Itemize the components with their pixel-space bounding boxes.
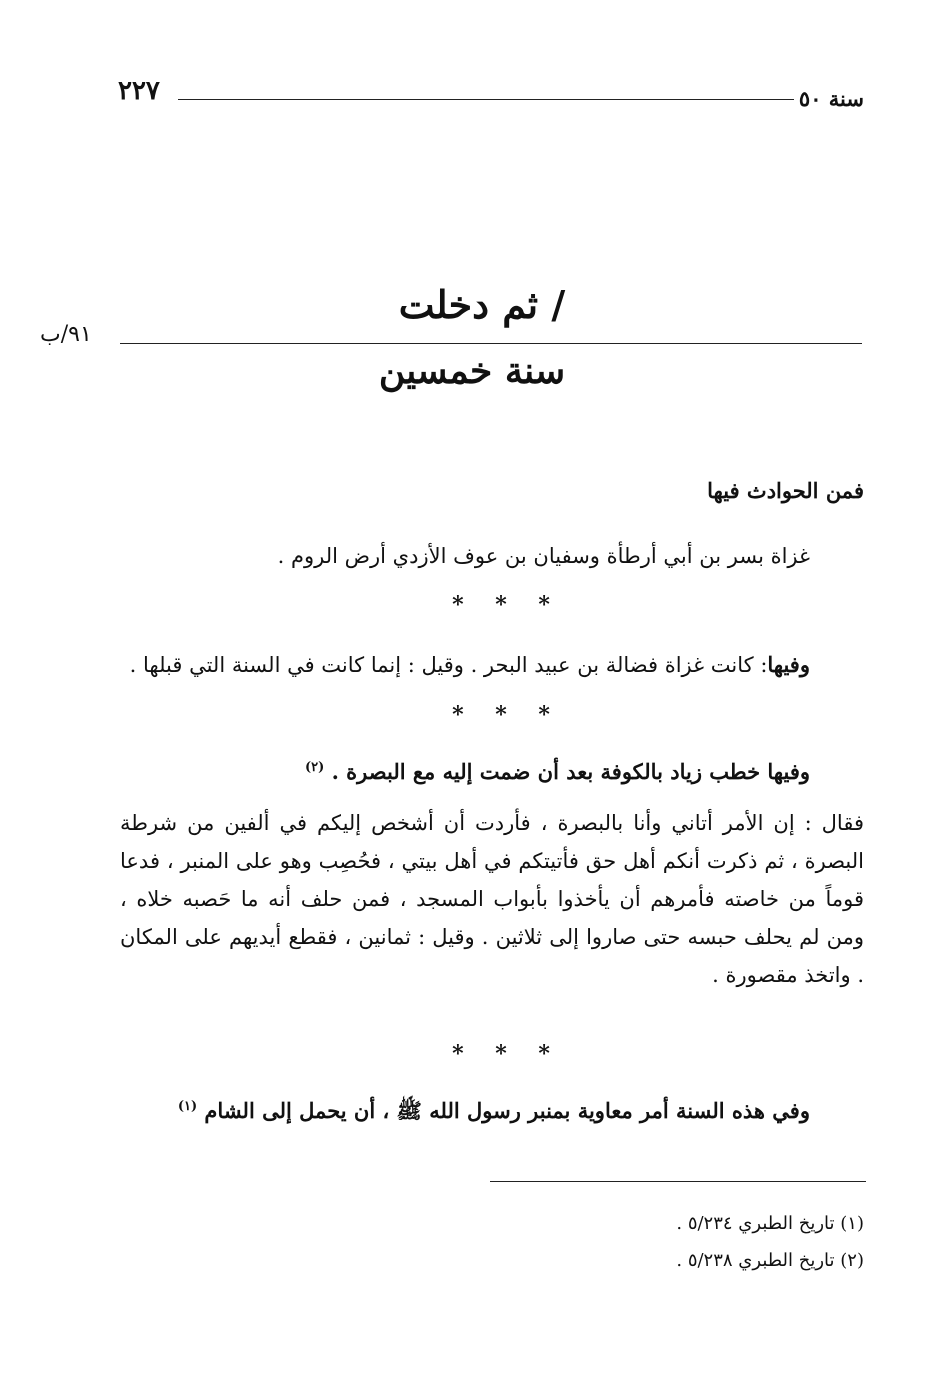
chapter-heading-line1: / ثم دخلت [398,282,566,327]
section-heading: فمن الحوادث فيها [707,478,864,503]
header-rule [178,99,794,100]
heading-rule [120,343,862,344]
paragraph-5 [178,1092,810,1130]
separator-stars-1: * * * [452,592,562,618]
page-number: ٢٢٧ [118,76,160,106]
separator-stars-2: * * * [452,702,562,728]
footnote-1: (١) تاريخ الطبري ٥/٢٣٤ . [676,1213,864,1234]
separator-stars-3: * * * [452,1041,562,1067]
footnote-rule [490,1181,866,1182]
paragraph-2-text: : كانت غزاة فضالة بن عبيد البحر . وقيل : إنما كانت في السنة التي قبلها . [129,653,768,677]
paragraph-3-text: وفيها خطب زياد بالكوفة بعد أن ضمت إليه مع البصرة . [331,759,810,784]
chapter-heading-line2: سنة خمسين [378,350,566,392]
paragraph-3 [305,753,810,791]
running-title: سنة ٥٠ [798,86,864,111]
paragraph-2 [130,646,810,684]
paragraph-1: غزاة بسر بن أبي أرطأة وسفيان بن عوف الأزدي أرض الروم . [277,544,810,568]
paragraph-2-lead: وفيها [767,652,810,677]
footnote-ref-2: (٢) [304,760,325,775]
footnote-ref-1: (١) [177,1099,198,1114]
paragraph-4: فقال : إن الأمر أتاني وأنا بالبصرة ، فأردت أن أشخص إليكم في ألفين من شرطة البصرة ، ثم ذكرت أنكم أهل حق فأتيتكم في أهل بيتي ، فحُصِب وهو على المنبر ، فدعا قوماً من خاصته فأمرهم أن يأخذوا بأبواب المسجد ، فمن حلف أنه ما حَصبه خلاه ، ومن لم يحلف حبسه حتى صاروا إلى ثلاثين . وقيل : ثمانين ، فقطع أيديهم على المكان . واتخذ مقصورة . [120,811,864,987]
manuscript-folio-note: ٩١/ب [40,322,92,347]
paragraph-5-text: وفي هذه السنة أمر معاوية بمنبر رسول الله ﷺ ، أن يحمل إلى الشام [204,1098,810,1123]
footnote-2: (٢) تاريخ الطبري ٥/٢٣٨ . [676,1250,864,1271]
